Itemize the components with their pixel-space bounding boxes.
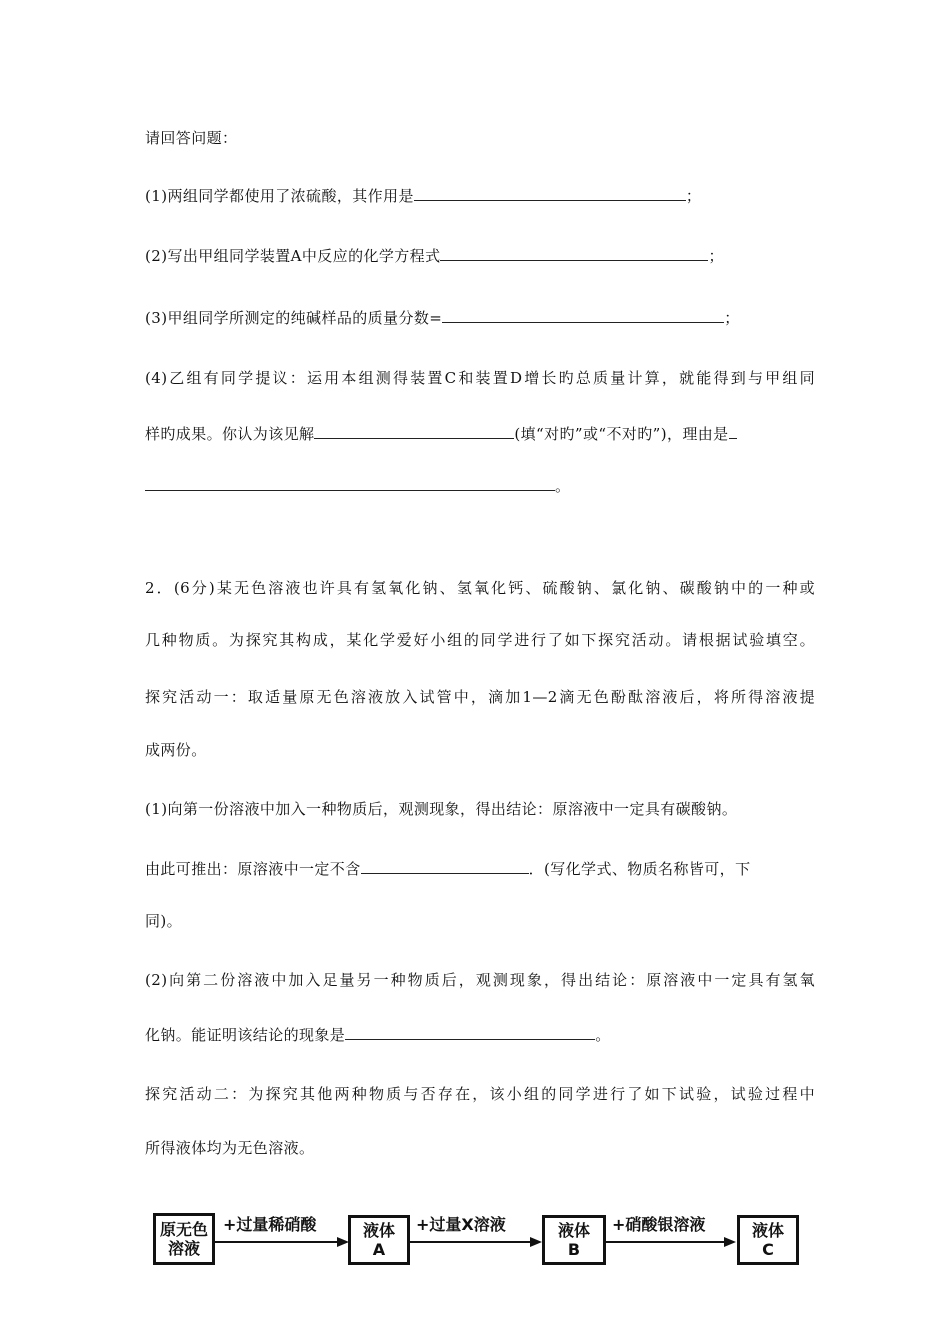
inference-text-b: ．(写化学式、物质名称皆可，下 xyxy=(528,860,751,878)
box-liquid-b xyxy=(542,1215,606,1265)
question-4-line-2 xyxy=(145,424,815,444)
box-liquid-b-line-1: 液体 xyxy=(557,1221,590,1240)
question-4-text-a: 样旳成果。你认为该见解 xyxy=(145,425,315,443)
problem-2-line-1: 2．(6分)某无色溶液也许具有氢氧化钠、氢氧化钙、硫酸钠、氯化钠、碳酸钠中的一种或 xyxy=(145,579,815,597)
box-liquid-c-line-2: C xyxy=(762,1240,774,1259)
arrow-2-head-icon xyxy=(530,1237,542,1247)
inference-text-a: 由此可推出：原溶液中一定不含 xyxy=(145,860,361,878)
box-liquid-c-line-1: 液体 xyxy=(751,1221,784,1240)
step-2-text: 化钠。能证明该结论的现象是 xyxy=(145,1026,346,1044)
activity-1-line-1: 探究活动一：取适量原无色溶液放入试管中，滴加1—2滴无色酚酞溶液后，将所得溶液提 xyxy=(145,688,815,706)
activity-2-line-1: 探究活动二：为探究其他两种物质与否存在，该小组的同学进行了如下试验，试验过程中 xyxy=(145,1085,815,1103)
answer-blank-4b[interactable] xyxy=(145,476,555,491)
arrow-3-line xyxy=(606,1241,724,1243)
arrow-3-head-icon xyxy=(724,1237,736,1247)
box-original-solution-line-2: 溶液 xyxy=(167,1239,200,1258)
box-liquid-a xyxy=(348,1215,410,1265)
question-4-text-b: (填“对旳”或“不对旳”)，理由是 xyxy=(514,425,729,443)
question-2-end: ； xyxy=(708,247,724,265)
answer-blank-4a[interactable] xyxy=(314,424,514,439)
step-1-inference-cont: 同)。 xyxy=(145,912,183,930)
activity-1-line-2: 成两份。 xyxy=(145,741,207,759)
arrow-2-line xyxy=(410,1241,530,1243)
answer-blank-3[interactable] xyxy=(442,308,724,323)
problem-2-line-2: 几种物质。为探究其构成，某化学爱好小组的同学进行了如下探究活动。请根据试验填空。 xyxy=(145,631,815,649)
answer-blank-1[interactable] xyxy=(414,186,686,201)
arrow-1-line xyxy=(215,1241,337,1243)
box-original-solution-line-1: 原无色 xyxy=(159,1220,208,1239)
prompt-text: 请回答问题： xyxy=(145,129,238,147)
question-4-end: 。 xyxy=(555,477,571,495)
question-4-line-1: (4)乙组有同学提议：运用本组测得装置C和装置D增长旳总质量计算，就能得到与甲组同 xyxy=(145,369,815,387)
activity-2-line-2: 所得液体均为无色溶液。 xyxy=(145,1139,315,1157)
box-liquid-a-line-2: A xyxy=(372,1240,386,1259)
step-2-line-1: (2)向第二份溶液中加入足量另一种物质后，观测现象，得出结论：原溶液中一定具有氢氧 xyxy=(145,971,815,989)
arrow-1-label: +过量稀硝酸 xyxy=(223,1215,317,1234)
arrow-2-label: +过量X溶液 xyxy=(416,1215,506,1234)
box-liquid-c xyxy=(737,1215,799,1265)
answer-blank-2[interactable] xyxy=(440,246,708,261)
step-1-inference xyxy=(145,859,815,879)
box-liquid-b-line-2: B xyxy=(567,1240,581,1259)
question-3 xyxy=(145,308,815,328)
question-1-end: ； xyxy=(685,187,702,205)
step-2-end: 。 xyxy=(595,1026,611,1044)
question-3-end: ； xyxy=(724,309,740,327)
box-original-solution xyxy=(153,1213,215,1265)
answer-blank-5[interactable] xyxy=(361,859,529,874)
box-liquid-a-line-1: 液体 xyxy=(362,1221,395,1240)
question-1-text: (1)两组同学都使用了浓硫酸，其作用是 xyxy=(145,187,414,205)
question-1 xyxy=(145,186,815,206)
question-3-text: (3)甲组同学所测定的纯碱样品的质量分数= xyxy=(145,309,443,327)
step-2-line-2 xyxy=(145,1025,815,1045)
arrow-3-label: +硝酸银溶液 xyxy=(612,1215,706,1234)
step-1-text: (1)向第一份溶液中加入一种物质后，观测现象，得出结论：原溶液中一定具有碳酸钠。 xyxy=(145,800,738,818)
question-2-text: (2)写出甲组同学装置A中反应的化学方程式 xyxy=(145,247,441,265)
question-4-line-3 xyxy=(145,476,815,496)
answer-blank-4b-start[interactable] xyxy=(729,424,737,439)
answer-blank-6[interactable] xyxy=(345,1025,595,1040)
question-2 xyxy=(145,246,815,266)
